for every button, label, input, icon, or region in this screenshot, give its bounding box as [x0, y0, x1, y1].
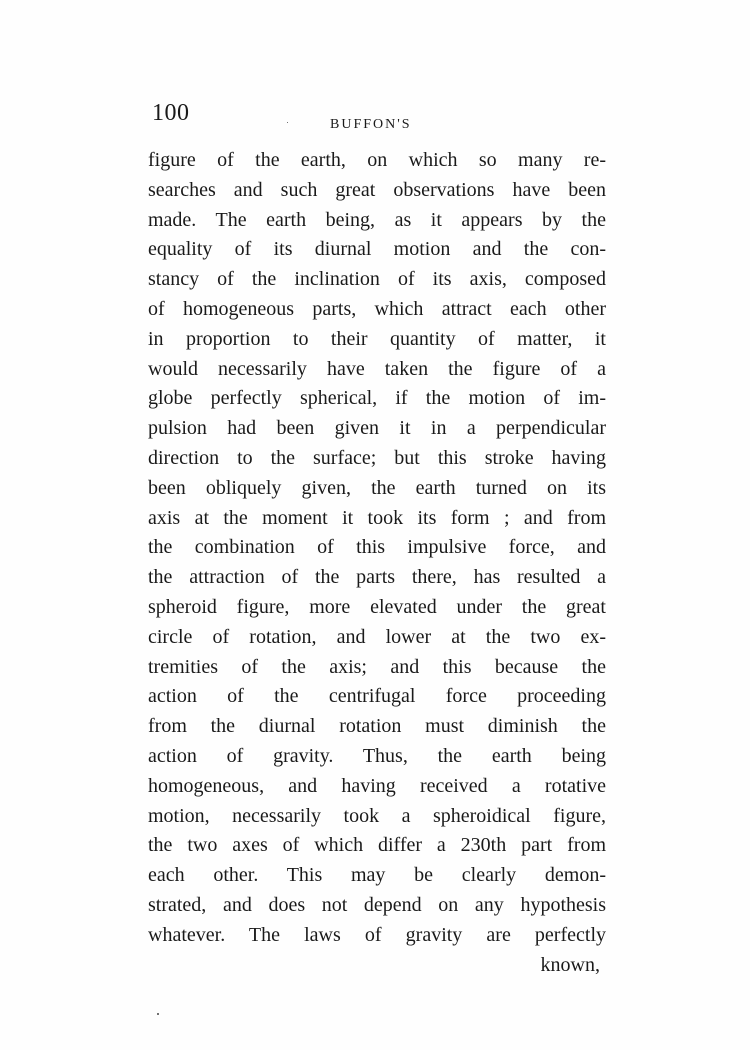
- running-head: BUFFON'S: [330, 117, 412, 132]
- text-line: tremities of the axis; and this because the: [148, 655, 606, 678]
- body-text: [148, 146, 606, 980]
- text-line: whatever. The laws of gravity are perfectly: [148, 923, 606, 946]
- text-line: strated, and does not depend on any hypothesis: [148, 893, 606, 916]
- text-line: stancy of the inclination of its axis, composed: [148, 268, 606, 291]
- text-line: been obliquely given, the earth turned on its: [148, 476, 606, 499]
- text-line: circle of rotation, and lower at the two ex-: [148, 625, 606, 648]
- text-line: in proportion to their quantity of matter, it: [148, 327, 606, 350]
- text-line: action of the centrifugal force proceeding: [148, 685, 606, 708]
- text-line: figure of the earth, on which so many re-: [148, 149, 606, 171]
- catchword: known,: [540, 953, 600, 976]
- ink-speck: [157, 1013, 159, 1015]
- text-line: equality of its diurnal motion and the con-: [148, 238, 606, 261]
- text-line: each other. This may be clearly demon-: [148, 864, 606, 887]
- text-line: from the diurnal rotation must diminish the: [148, 715, 606, 738]
- text-line: action of gravity. Thus, the earth being: [148, 744, 606, 767]
- ink-speck: [287, 122, 288, 123]
- text-line: made. The earth being, as it appears by the: [148, 208, 606, 231]
- text-line: motion, necessarily took a spheroidical figure,: [148, 804, 606, 827]
- text-line: spheroid figure, more elevated under the great: [148, 595, 606, 618]
- text-line: would necessarily have taken the figure of a: [148, 357, 606, 380]
- page-number: 100: [152, 100, 190, 126]
- text-line: of homogeneous parts, which attract each other: [148, 297, 606, 320]
- text-line: direction to the surface; but this stroke having: [148, 446, 606, 469]
- text-line: homogeneous, and having received a rotative: [148, 774, 606, 797]
- text-line: searches and such great observations have been: [148, 178, 606, 201]
- text-line: the combination of this impulsive force, and: [148, 536, 606, 559]
- text-line: pulsion had been given it in a perpendicular: [148, 417, 606, 440]
- text-line: globe perfectly spherical, if the motion of im-: [148, 387, 606, 410]
- text-line: axis at the moment it took its form ; and from: [148, 506, 606, 529]
- text-line: the two axes of which differ a 230th part from: [148, 834, 606, 857]
- text-line: the attraction of the parts there, has resulted a: [148, 566, 606, 589]
